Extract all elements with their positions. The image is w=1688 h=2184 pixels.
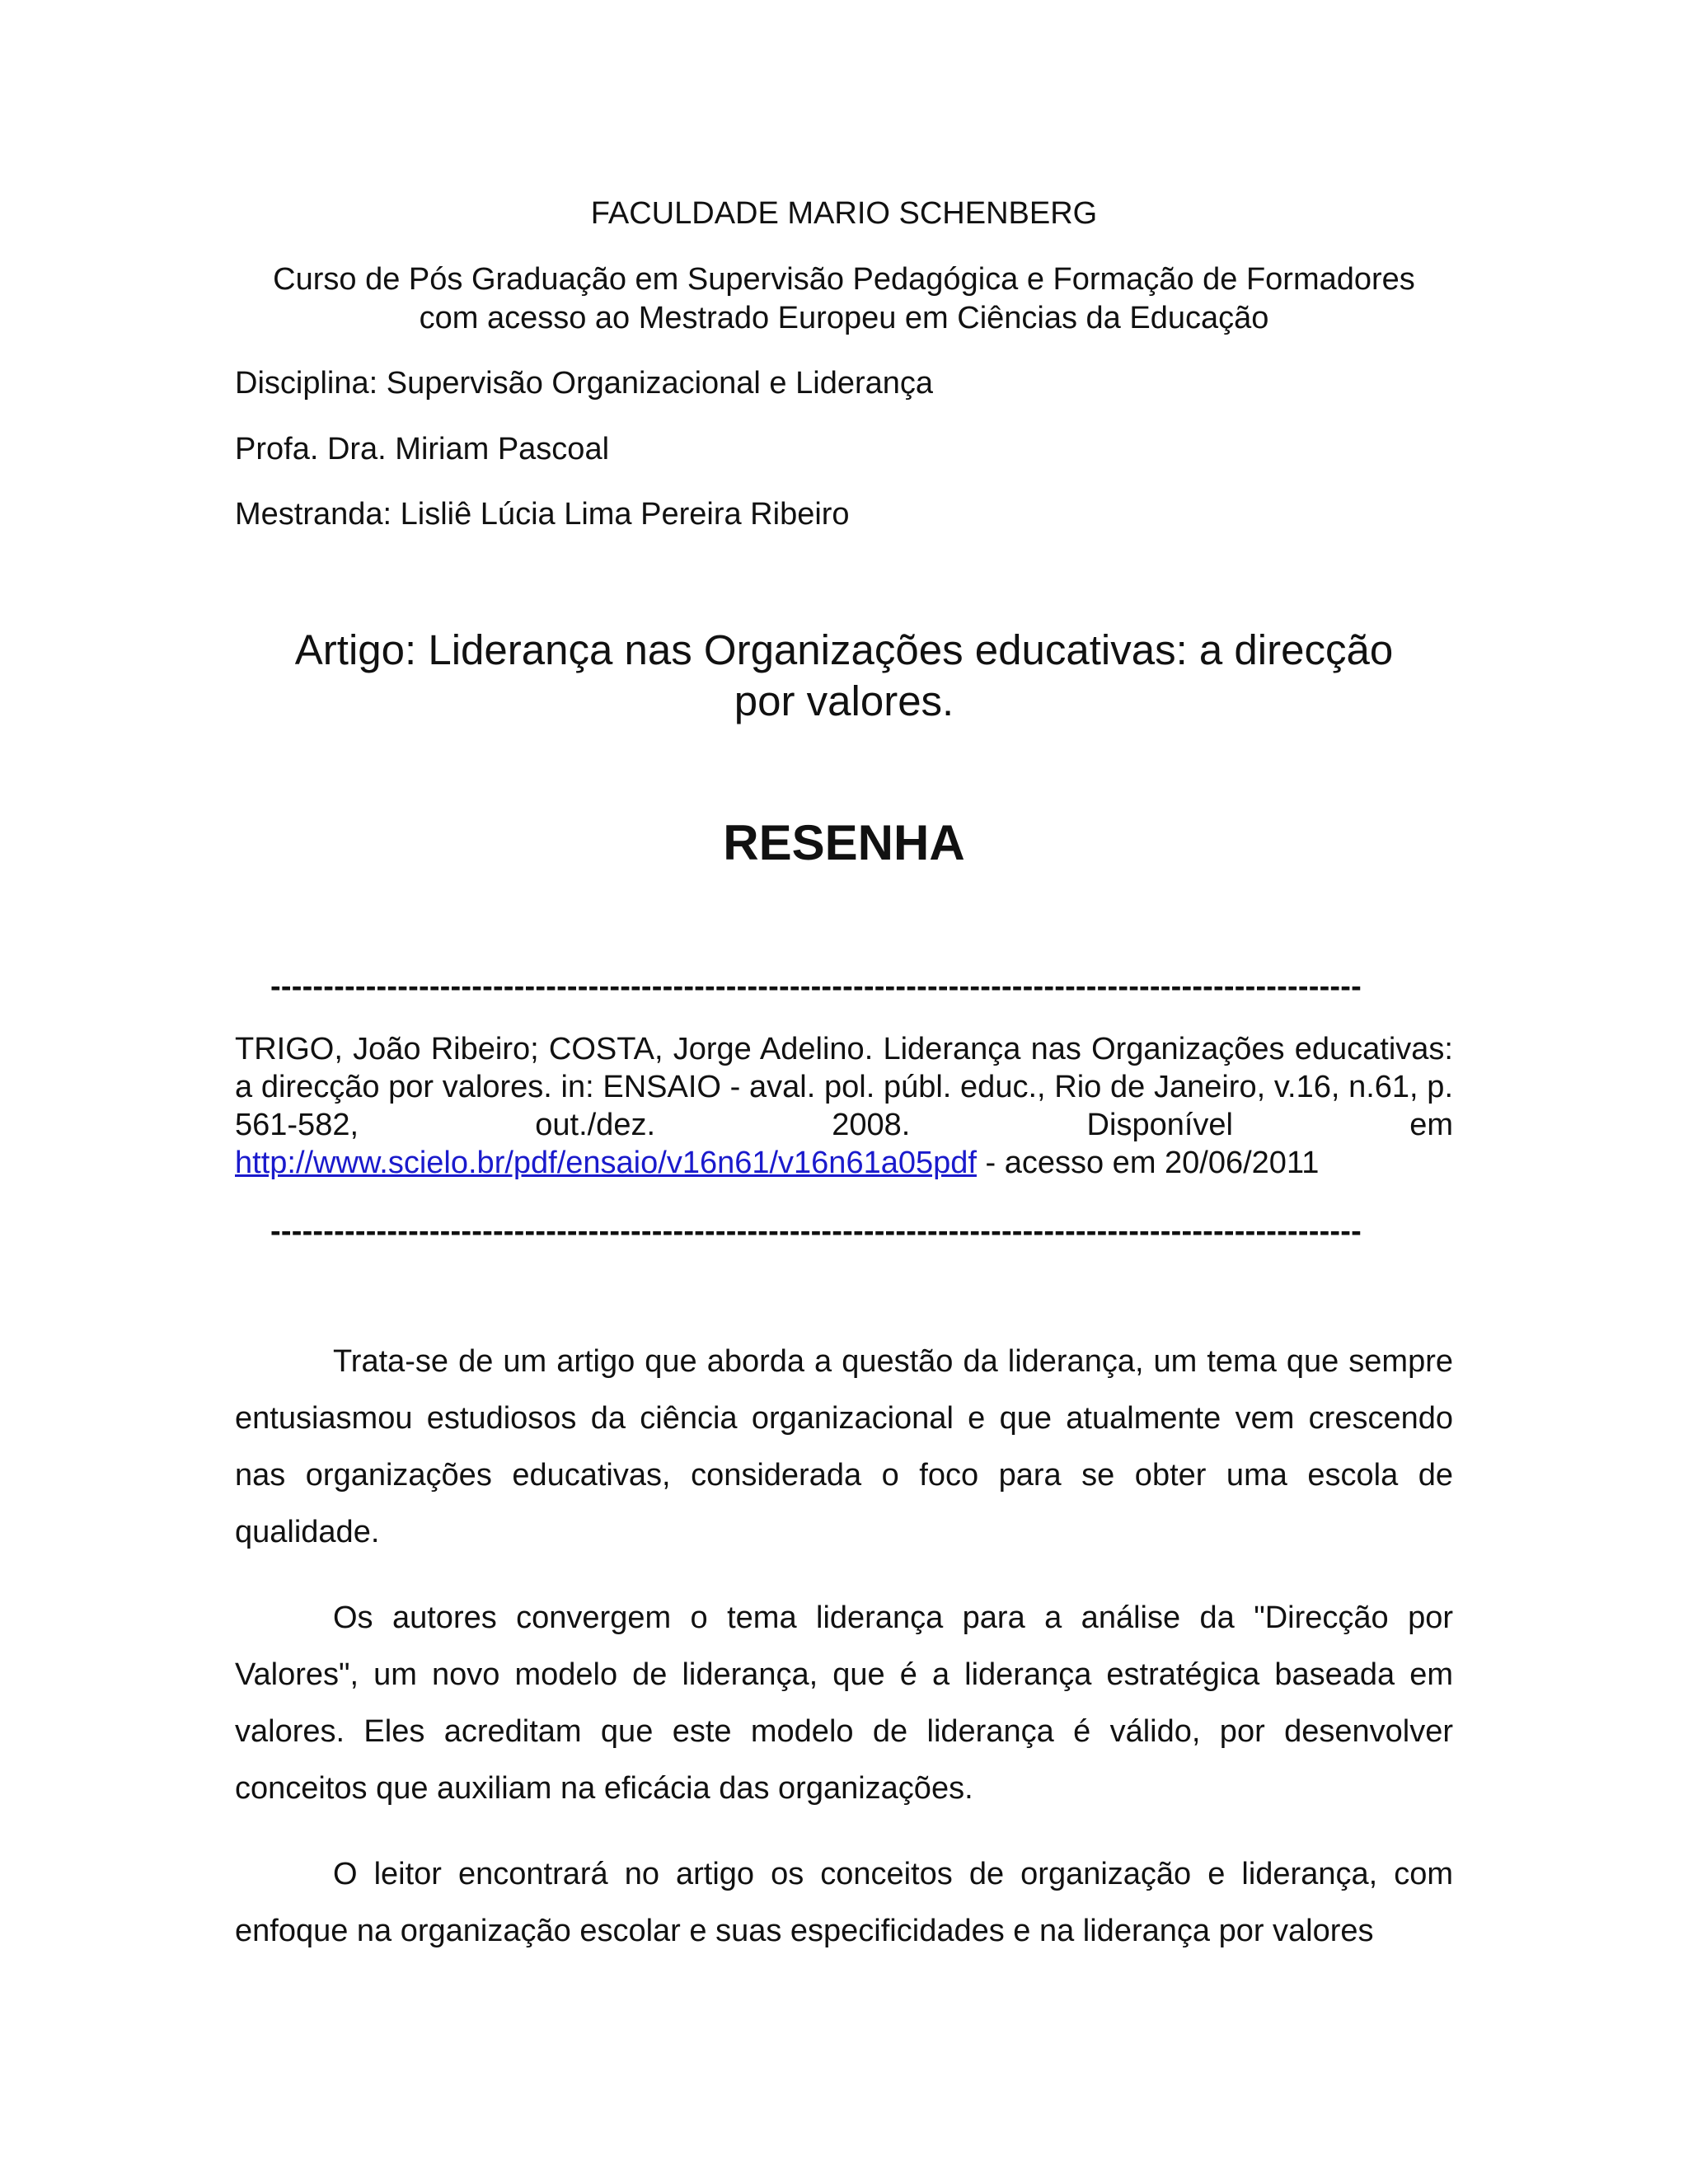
body-paragraph-1: Trata-se de um artigo que aborda a questão da liderança, um tema que sempre entusiasmou estudiosos da ciência organizacional e que atualmente vem crescendo nas organizações educativas, considerada o foco para se obter uma escola de qualidade. bbox=[235, 1344, 1453, 1549]
article-title bbox=[247, 625, 1441, 727]
review-heading: RESENHA bbox=[723, 815, 965, 870]
institution-name: FACULDADE MARIO SCHENBERG bbox=[590, 196, 1098, 231]
professor-line: Profa. Dra. Miriam Pascoal bbox=[235, 432, 610, 466]
article-title-line-2: por valores. bbox=[734, 677, 954, 724]
divider-top: ------------------------------------------------------------------------------------------------------- bbox=[270, 969, 1362, 1004]
course-title bbox=[235, 260, 1453, 338]
discipline-line: Disciplina: Supervisão Organizacional e Liderança bbox=[235, 366, 934, 401]
article-title-line-1: Artigo: Liderança nas Organizações educativas: a direcção bbox=[294, 626, 1394, 673]
divider-bottom: ------------------------------------------------------------------------------------------------------- bbox=[270, 1214, 1362, 1249]
body-paragraph-3: O leitor encontrará no artigo os conceitos de organização e liderança, com enfoque na organização escolar e suas especificidades e na liderança por valores bbox=[235, 1857, 1453, 1948]
reference-access-date: - acesso em 20/06/2011 bbox=[976, 1146, 1320, 1180]
body-paragraph-2: Os autores convergem o tema liderança para a análise da "Direcção por Valores", um novo modelo de liderança, que é a liderança estratégica baseada em valores. Eles acreditam que este modelo de liderança é válido, por desenvolver conceitos que auxiliam na eficácia das organizações. bbox=[235, 1601, 1453, 1806]
reference-text: TRIGO, João Ribeiro; COSTA, Jorge Adelino. Liderança nas Organizações educativas: a direcção por valores. in: ENSAIO - aval. pol. públ. educ., Rio de Janeiro, v.16, n.61, p. 561-582, out./dez. 2008. Disponível em bbox=[235, 1032, 1453, 1142]
course-title-line-1: Curso de Pós Graduação em Supervisão Pedagógica e Formação de Formadores bbox=[273, 262, 1415, 297]
student-line: Mestranda: Lisliê Lúcia Lima Pereira Ribeiro bbox=[235, 497, 850, 532]
reference-link[interactable]: http://www.scielo.br/pdf/ensaio/v16n61/v16n61a05pdf bbox=[235, 1146, 977, 1180]
bibliographic-reference bbox=[235, 1030, 1453, 1182]
course-title-line-2: com acesso ao Mestrado Europeu em Ciências da Educação bbox=[419, 301, 1269, 335]
